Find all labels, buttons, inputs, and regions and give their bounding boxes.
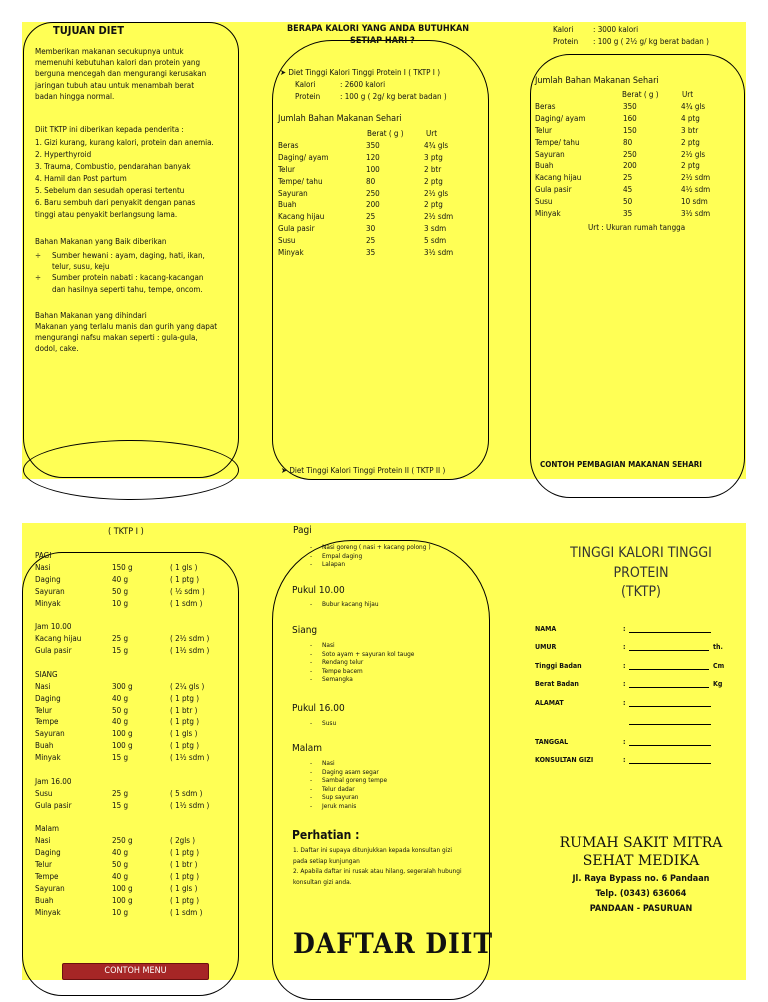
daftar-diit-title: DAFTAR DIIT <box>293 927 494 960</box>
intro-line: Memberikan makanan secukupnya untuk <box>35 47 184 56</box>
table-cell: 5 sdm <box>424 236 447 246</box>
siang-list <box>310 641 414 684</box>
table-row <box>535 160 735 172</box>
panel2-oval <box>272 40 489 480</box>
meal-row <box>35 633 235 645</box>
condition-item: 5. Sebelum dan sesudah operasi tertentu <box>35 186 185 195</box>
meal-cell: ( 2gls ) <box>170 836 196 846</box>
meal-cell: 300 g <box>112 681 133 691</box>
table-cell: 2 ptg <box>681 161 700 171</box>
meal-row <box>35 883 235 895</box>
panel6-title-1: TINGGI KALORI TINGGI <box>570 545 712 561</box>
meal-row <box>35 728 235 740</box>
table-cell: 2½ sdm <box>424 212 454 222</box>
meal-row <box>35 705 235 717</box>
form-input-line[interactable] <box>629 763 711 764</box>
menu-item: - Sambal goreng tempe <box>310 776 388 785</box>
meal-cell: ( 1 btr ) <box>170 705 198 715</box>
form-colon: : <box>623 738 626 746</box>
good-foods-title: Bahan Makanan yang Baik diberikan <box>35 237 167 246</box>
protein-label-2: Protein <box>553 37 579 46</box>
meal-row <box>35 574 235 586</box>
table-cell: Tempe/ tahu <box>535 137 580 147</box>
good-food-item: telur, susu, keju <box>52 262 110 272</box>
form-colon: : <box>623 680 626 688</box>
menu-item: - Bubur kacang hijau <box>310 600 379 608</box>
table-cell: 200 <box>623 161 637 171</box>
meal-cell: ( 1 ptg ) <box>170 717 200 727</box>
meal-cell: Gula pasir <box>35 646 72 656</box>
table-cell: 3 sdm <box>424 224 447 234</box>
meal-cell: 15 g <box>112 646 129 656</box>
panel6-title-3: (TKTP) <box>621 584 661 600</box>
table-row <box>278 140 478 152</box>
table-cell: 3½ sdm <box>424 248 454 258</box>
col-berat-2: Berat ( g ) <box>622 90 659 99</box>
pagi-heading: Pagi <box>293 525 312 536</box>
meal-row <box>35 752 235 764</box>
meal-cell: Buah <box>35 741 54 751</box>
table-row <box>535 149 735 161</box>
table-cell: 45 <box>623 185 633 195</box>
meal-row <box>35 788 235 800</box>
menu-item: - Nasi <box>310 641 335 649</box>
panel1-intro <box>35 46 206 102</box>
meal-cell: 40 g <box>112 848 129 858</box>
good-foods-list <box>35 250 205 295</box>
meal-cell: Sayuran <box>35 586 65 596</box>
table-cell: 2½ gls <box>681 149 706 159</box>
form-input-line[interactable] <box>629 632 711 633</box>
menu-item: - Nasi <box>310 759 335 767</box>
table-row <box>278 211 478 223</box>
meal-row <box>35 598 235 610</box>
form-colon: : <box>623 699 626 707</box>
menu-item: - Rendang telur <box>310 658 364 667</box>
form-unit: Cm <box>713 662 725 670</box>
panel2-table <box>278 140 478 259</box>
meal-cell: 50 g <box>112 705 129 715</box>
meal-row <box>35 800 235 812</box>
hospital-name-2: SEHAT MEDIKA <box>582 853 700 869</box>
table-cell: 25 <box>366 212 376 222</box>
meal-cell: Buah <box>35 895 54 905</box>
table-cell: Kacang hijau <box>535 173 582 183</box>
meal-cell: Sayuran <box>35 729 65 739</box>
meal-row <box>35 740 235 752</box>
panel2-title-1: BERAPA KALORI YANG ANDA BUTUHKAN <box>287 24 470 34</box>
table-cell: 350 <box>366 141 380 150</box>
table-cell: Gula pasir <box>535 185 572 195</box>
meal-cell: Gula pasir <box>35 800 72 810</box>
meal-row <box>35 859 235 871</box>
meal-heading: Jam 16.00 <box>35 776 72 786</box>
table-row <box>535 172 735 184</box>
table-cell: 35 <box>623 209 633 219</box>
meal-row <box>35 716 235 728</box>
table-cell: 4¾ gls <box>681 102 706 111</box>
table-cell: 4½ sdm <box>681 185 711 195</box>
table-row <box>278 235 478 247</box>
good-food-item: ÷ Sumber hewani : ayam, daging, hati, ikan, <box>35 251 205 260</box>
meal-row <box>35 586 235 598</box>
protein-label: Protein <box>295 92 321 101</box>
table-cell: 2 ptg <box>424 200 443 210</box>
table-cell: 2 ptg <box>681 137 700 147</box>
meal-cell: ( 5 sdm ) <box>170 788 203 798</box>
meal-cell: 25 g <box>112 788 129 798</box>
menu-item: - Nasi goreng ( nasi + kacang polong ) <box>310 543 431 551</box>
table-cell: 250 <box>366 188 380 198</box>
avoid-foods-list <box>35 321 217 355</box>
form-label: ALAMAT <box>535 699 564 707</box>
meal-cell: ( 1 ptg ) <box>170 693 200 703</box>
meal-cell: Nasi <box>35 836 51 846</box>
menu-item: - Semangka <box>310 675 353 684</box>
table-cell: Sayuran <box>535 149 565 159</box>
menu-item: - Sup sayuran <box>310 793 359 802</box>
form-label: Berat Badan <box>535 680 579 688</box>
panel4-title: ( TKTP I ) <box>108 527 144 537</box>
meal-heading: SIANG <box>35 669 58 679</box>
table-cell: 2 btr <box>424 164 442 174</box>
table-row <box>535 208 735 220</box>
intro-line: badan hingga normal. <box>35 91 115 101</box>
meal-cell: Nasi <box>35 562 51 572</box>
table-row <box>278 188 478 200</box>
p10-list <box>310 600 379 609</box>
hospital-name-1: RUMAH SAKIT MITRA <box>559 835 723 851</box>
table-title: Jumlah Bahan Makanan Sehari <box>278 114 402 124</box>
table-cell: 30 <box>366 224 376 234</box>
form-input-line[interactable] <box>629 669 709 670</box>
meal-cell: 40 g <box>112 574 129 584</box>
table-cell: 3½ sdm <box>681 209 711 219</box>
table-cell: 4 ptg <box>681 113 700 123</box>
condition-item: 3. Trauma, Combustio, pendarahan banyak <box>35 162 191 171</box>
kalori-value-2: : 3000 kalori <box>593 25 639 34</box>
intro-line: memenuhi kebutuhan kalori dan protein yang <box>35 58 201 68</box>
form-colon: : <box>623 756 626 764</box>
meal-cell: ( 1 ptg ) <box>170 848 200 858</box>
meal-row <box>35 847 235 859</box>
table-row <box>535 137 735 149</box>
panel3-table <box>535 101 735 220</box>
menu-item: - Empal daging <box>310 551 363 560</box>
table-cell: Beras <box>278 141 299 150</box>
siang-heading: Siang <box>292 625 318 636</box>
intro-line: berguna mencegah dan mengurangi kerusakan <box>35 69 207 79</box>
meal-cell: Tempe <box>35 717 59 727</box>
table-cell: Daging/ ayam <box>535 113 586 123</box>
condition-item: 2. Hyperthyroid <box>35 150 92 159</box>
condition-item: 6. Baru sembuh dari penyakit dengan panas <box>35 198 196 207</box>
meal-row <box>35 645 235 657</box>
panel3-footer: CONTOH PEMBAGIAN MAKANAN SEHARI <box>540 460 702 469</box>
meal-heading: Jam 10.00 <box>35 622 72 632</box>
col-urt: Urt <box>426 129 438 138</box>
meal-row <box>35 835 235 847</box>
table-cell: Buah <box>535 161 554 171</box>
meal-cell: ( 1 sdm ) <box>170 598 203 608</box>
table-cell: Daging/ ayam <box>278 152 329 162</box>
meal-cell: 100 g <box>112 895 133 905</box>
table-row <box>278 247 478 259</box>
meal-cell: ( 2½ sdm ) <box>170 634 210 644</box>
meal-cell: ( 1 btr ) <box>170 860 198 870</box>
avoid-line: Makanan yang terlalu manis dan gurih yang dapat <box>35 322 218 331</box>
panel6-title-2: PROTEIN <box>613 565 669 581</box>
table-cell: Telur <box>535 125 552 135</box>
good-food-item: ÷ Sumber protein nabati : kacang-kacangan <box>35 273 204 283</box>
meal-row <box>35 693 235 705</box>
menu-item: - Tempe bacem <box>310 666 363 675</box>
table-cell: 3 ptg <box>424 152 443 162</box>
meal-cell: Tempe <box>35 872 59 882</box>
note-line: konsultan gizi anda. <box>293 877 352 886</box>
protein-value-2: : 100 g ( 2½ g/ kg berat badan ) <box>593 37 709 46</box>
table-row <box>278 164 478 176</box>
urt-note: Urt : Ukuran rumah tangga <box>588 223 686 232</box>
table-row <box>535 196 735 208</box>
form-label: NAMA <box>535 625 557 633</box>
meal-cell: ( 1 gls ) <box>170 729 198 739</box>
menu-item: - Telur dadar <box>310 784 355 793</box>
meal-row <box>35 681 235 693</box>
form-label: KONSULTAN GIZI <box>535 756 594 764</box>
meal-cell: Susu <box>35 788 53 798</box>
table-cell: 25 <box>623 173 633 183</box>
col-urt-2: Urt <box>682 90 694 99</box>
meal-cell: Minyak <box>35 753 61 763</box>
intro-line: jaringan tubuh atau untuk menambah berat <box>35 80 195 90</box>
menu-item: - Lalapan <box>310 560 346 569</box>
table-cell: 35 <box>366 248 376 258</box>
tktp1-heading: ➤ Diet Tinggi Kalori Tinggi Protein I ( TKTP I ) <box>280 68 441 77</box>
meal-cell: Minyak <box>35 907 61 917</box>
table-cell: Minyak <box>535 209 561 219</box>
menu-item: - Daging asam segar <box>310 767 379 776</box>
conditions-list <box>35 137 214 221</box>
form-unit: Kg <box>713 680 723 688</box>
table-cell: 2½ sdm <box>681 173 711 183</box>
meal-heading: Malam <box>35 824 60 834</box>
condition-item: tinggi atau penyakit berlangsung lama. <box>35 210 178 219</box>
form-colon: : <box>623 625 626 633</box>
table-cell: Tempe/ tahu <box>278 176 323 186</box>
table-cell: 25 <box>366 236 376 246</box>
hospital-address: Jl. Raya Bypass no. 6 Pandaan <box>572 874 710 884</box>
meal-cell: 50 g <box>112 860 129 870</box>
meal-cell: 100 g <box>112 729 133 739</box>
table-title-2: Jumlah Bahan Makanan Sehari <box>535 76 659 86</box>
hospital-phone: Telp. (0343) 636064 <box>595 889 687 899</box>
p16-heading: Pukul 16.00 <box>292 703 345 714</box>
meal-cell: 40 g <box>112 717 129 727</box>
meal-cell: ( 1 ptg ) <box>170 872 200 882</box>
good-food-item: dan hasilnya seperti tahu, tempe, oncom. <box>52 284 203 294</box>
menu-item: - Susu <box>310 719 337 727</box>
p16-list <box>310 719 336 728</box>
table-row <box>535 125 735 137</box>
table-row <box>535 101 735 113</box>
meal-row <box>35 871 235 883</box>
table-cell: 250 <box>623 149 637 159</box>
avoid-line: mengurangi nafsu makan seperti : gula-gula, <box>35 333 198 343</box>
col-berat: Berat ( g ) <box>367 129 404 138</box>
table-cell: Sayuran <box>278 188 308 198</box>
meal-cell: ( 1 ptg ) <box>170 741 200 751</box>
meal-cell: ( 1 sdm ) <box>170 907 203 917</box>
meal-cell: 40 g <box>112 693 129 703</box>
meal-cell: ( 2¼ gls ) <box>170 681 205 691</box>
table-row <box>278 152 478 164</box>
meal-row <box>35 562 235 574</box>
table-row <box>278 199 478 211</box>
table-cell: 350 <box>623 102 637 111</box>
meal-cell: Kacang hijau <box>35 634 82 644</box>
table-cell: Beras <box>535 102 556 111</box>
panel1-title: TUJUAN DIET <box>53 24 124 37</box>
form-label: Tinggi Badan <box>535 662 582 670</box>
meal-cell: Daging <box>35 693 61 703</box>
form-input-line[interactable] <box>629 745 711 746</box>
meal-cell: ( ½ sdm ) <box>170 586 205 596</box>
avoid-line: dodol, cake. <box>35 344 79 354</box>
meal-cell: Telur <box>35 705 52 715</box>
condition-item: 1. Gizi kurang, kurang kalori, protein dan anemia. <box>35 138 214 147</box>
condition-item: 4. Hamil dan Post partum <box>35 174 127 183</box>
meal-cell: 150 g <box>112 562 133 572</box>
table-row <box>278 223 478 235</box>
meal-cell: 50 g <box>112 586 129 596</box>
meal-cell: 15 g <box>112 800 129 810</box>
meal-cell: 100 g <box>112 741 133 751</box>
menu-item: - Soto ayam + sayuran kol tauge <box>310 649 415 658</box>
table-cell: 2½ gls <box>424 188 449 198</box>
kalori-label-2: Kalori <box>553 25 574 34</box>
perhatian-heading: Perhatian : <box>292 828 360 842</box>
table-row <box>535 113 735 125</box>
contoh-menu-button[interactable]: CONTOH MENU <box>62 963 209 980</box>
table-cell: 160 <box>623 113 637 123</box>
table-cell: 200 <box>366 200 380 210</box>
pagi-list <box>310 543 431 569</box>
p10-heading: Pukul 10.00 <box>292 585 345 596</box>
form-unit: th. <box>713 643 723 651</box>
meal-cell: 100 g <box>112 883 133 893</box>
meal-cell: Daging <box>35 848 61 858</box>
meal-cell: Sayuran <box>35 883 65 893</box>
meal-heading: PAGI <box>35 551 52 560</box>
given-to: Diit TKTP ini diberikan kepada penderita : <box>35 125 184 134</box>
note-line: pada setiap kunjungan <box>293 856 360 865</box>
meal-cell: ( 1½ sdm ) <box>170 646 210 656</box>
panel2-title-2: SETIAP HARI ? <box>350 36 415 46</box>
table-cell: Susu <box>535 197 553 207</box>
meal-cell: 10 g <box>112 598 129 608</box>
table-cell: 10 sdm <box>681 197 708 207</box>
table-cell: 150 <box>623 125 637 135</box>
panel1-bottom-oval <box>23 440 239 500</box>
table-cell: 100 <box>366 164 380 174</box>
form-label: UMUR <box>535 643 557 651</box>
table-cell: 80 <box>366 176 376 186</box>
table-row <box>535 184 735 196</box>
table-cell: 80 <box>623 137 633 147</box>
form-input-line[interactable] <box>629 650 709 651</box>
menu-item: - Jeruk manis <box>310 801 357 810</box>
form-colon: : <box>623 643 626 651</box>
meal-cell: Telur <box>35 860 52 870</box>
note-line: 2. Apabila daftar ini rusak atau hilang, segeralah hubungi <box>293 867 462 875</box>
meal-cell: Daging <box>35 574 61 584</box>
protein-value: : 100 g ( 2g/ kg berat badan ) <box>340 92 447 101</box>
meal-cell: Minyak <box>35 598 61 608</box>
table-cell: Kacang hijau <box>278 212 325 222</box>
malam-list <box>310 759 387 811</box>
hospital-city: PANDAAN - PASURUAN <box>589 904 693 914</box>
table-cell: 3 btr <box>681 125 699 135</box>
form-input-line[interactable] <box>629 724 711 725</box>
meal-cell: 10 g <box>112 907 129 917</box>
table-cell: 120 <box>366 152 380 162</box>
meal-cell: ( 1 gls ) <box>170 883 198 893</box>
kalori-value: : 2600 kalori <box>340 80 386 89</box>
table-cell: 50 <box>623 197 633 207</box>
menu-table <box>35 550 235 919</box>
tktp2-heading: ➤ Diet Tinggi Kalori Tinggi Protein II ( TKTP II ) <box>281 466 446 475</box>
meal-cell: 40 g <box>112 872 129 882</box>
meal-cell: 250 g <box>112 836 133 846</box>
notes <box>293 845 462 887</box>
table-cell: Telur <box>278 164 295 174</box>
malam-heading: Malam <box>292 743 323 754</box>
note-line: 1. Daftar ini supaya ditunjukkan kepada konsultan gizi <box>293 846 453 854</box>
avoid-foods-title: Bahan Makanan yang dihindari <box>35 311 147 320</box>
form-input-line[interactable] <box>629 687 709 688</box>
table-cell: Gula pasir <box>278 224 315 234</box>
meal-cell: Nasi <box>35 681 51 691</box>
meal-cell: ( 1 gls ) <box>170 562 198 572</box>
table-cell: 4¾ gls <box>424 141 449 150</box>
form-colon: : <box>623 662 626 670</box>
form-label: TANGGAL <box>535 738 569 746</box>
table-cell: Susu <box>278 236 296 246</box>
table-cell: Minyak <box>278 248 304 258</box>
meal-cell: ( 1½ sdm ) <box>170 753 210 763</box>
table-cell: Buah <box>278 200 297 210</box>
meal-cell: ( 1 ptg ) <box>170 574 200 584</box>
form-input-line[interactable] <box>629 706 711 707</box>
meal-cell: ( 1 ptg ) <box>170 895 200 905</box>
meal-cell: 25 g <box>112 634 129 644</box>
kalori-label: Kalori <box>295 80 316 89</box>
meal-cell: 15 g <box>112 753 129 763</box>
meal-row <box>35 895 235 907</box>
meal-cell: ( 1½ sdm ) <box>170 800 210 810</box>
meal-row <box>35 907 235 919</box>
table-cell: 2 ptg <box>424 176 443 186</box>
table-row <box>278 176 478 188</box>
